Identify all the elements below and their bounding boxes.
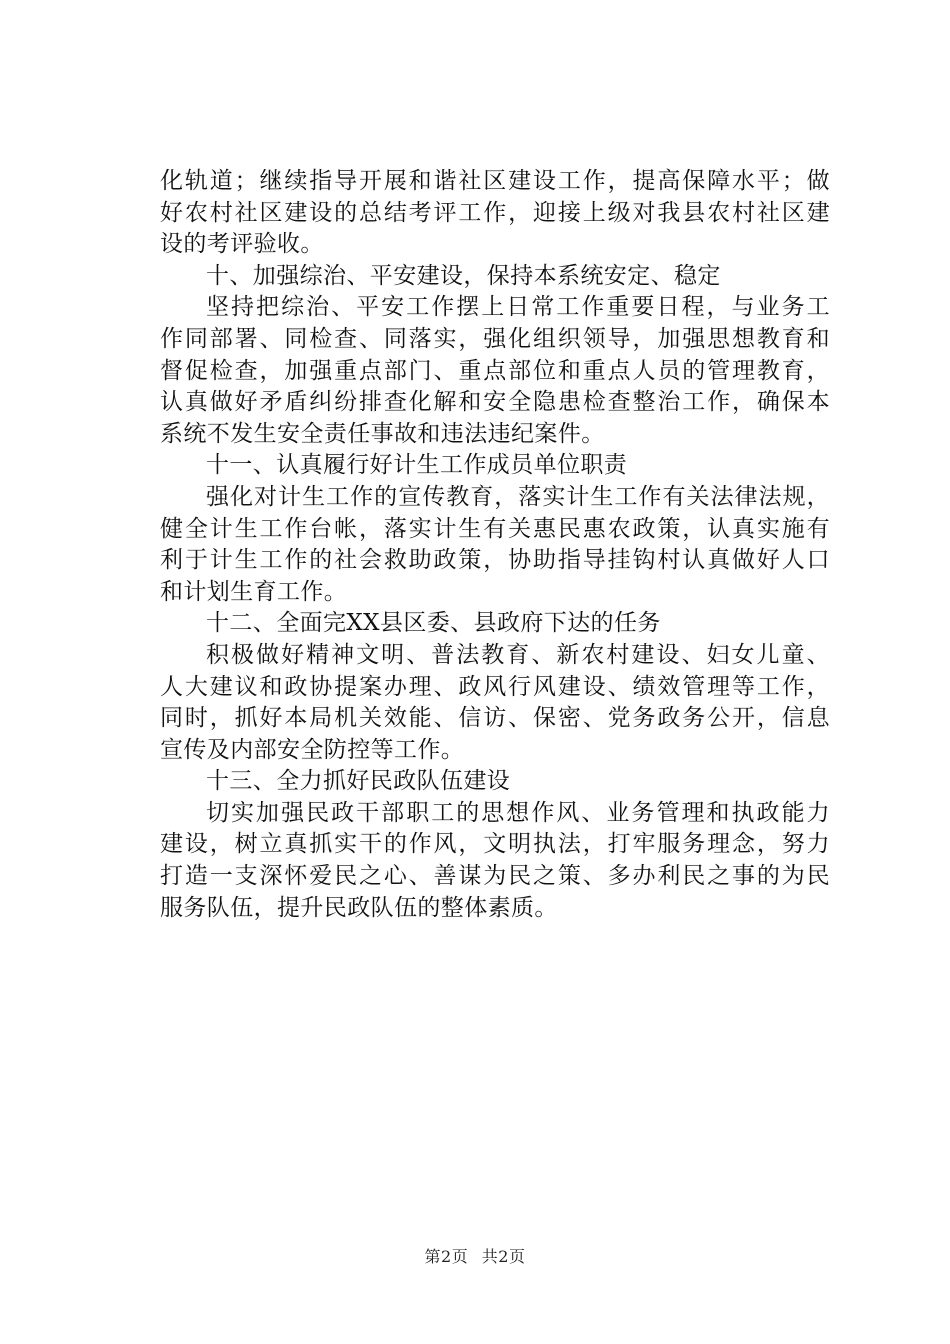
text-line: 系统不发生安全责任事故和违法违纪案件。 — [160, 420, 605, 447]
text-line: 宣传及内部安全防控等工作。 — [160, 736, 465, 763]
text-line: 积极做好精神文明、普法教育、新农村建设、妇女儿童、 — [206, 641, 830, 668]
text-line: 强化对计生工作的宣传教育，落实计生工作有关法律法规， — [206, 483, 830, 510]
text-line: 十三、全力抓好民政队伍建设 — [206, 768, 511, 795]
text-line: 认真做好矛盾纠纷排查化解和安全隐患检查整治工作，确保本 — [160, 389, 830, 416]
document-body — [160, 166, 830, 924]
text-line: 利于计生工作的社会救助政策，协助指导挂钩村认真做好人口 — [160, 547, 830, 574]
page-footer — [0, 1244, 950, 1267]
text-line: 设的考评验收。 — [160, 231, 324, 258]
text-line: 化轨道；继续指导开展和谐社区建设工作，提高保障水平；做 — [160, 168, 830, 194]
text-line: 人大建议和政协提案办理、政风行风建设、绩效管理等工作， — [160, 673, 830, 700]
text-line: 坚持把综治、平安工作摆上日常工作重要日程，与业务工 — [206, 294, 830, 321]
text-line: 十、加强综治、平安建设，保持本系统安定、稳定 — [206, 262, 721, 289]
text-line: 同时，抓好本局机关效能、信访、保密、党务政务公开，信息 — [160, 705, 830, 732]
text-line: 建设，树立真抓实干的作风，文明执法，打牢服务理念，努力 — [160, 831, 830, 858]
page-number: 第2页 — [424, 1247, 469, 1266]
text-line: 服务队伍，提升民政队伍的整体素质。 — [160, 894, 558, 921]
text-line: 切实加强民政干部职工的思想作风、业务管理和执政能力 — [206, 799, 830, 826]
text-line: 作同部署、同检查、同落实，强化组织领导，加强思想教育和 — [160, 325, 830, 352]
text-line: 和计划生育工作。 — [160, 578, 348, 605]
text-line: 十一、认真履行好计生工作成员单位职责 — [206, 452, 628, 479]
text-line: 健全计生工作台帐，落实计生有关惠民惠农政策，认真实施有 — [160, 515, 830, 542]
text-line: 打造一支深怀爱民之心、善谋为民之策、多办利民之事的为民 — [160, 863, 830, 890]
text-line: 督促检查，加强重点部门、重点部位和重点人员的管理教育， — [160, 357, 830, 384]
text-line: 好农村社区建设的总结考评工作，迎接上级对我县农村社区建 — [160, 199, 830, 226]
page-total: 共2页 — [481, 1247, 526, 1266]
text-line: 十二、全面完XX县区委、县政府下达的任务 — [206, 610, 661, 637]
